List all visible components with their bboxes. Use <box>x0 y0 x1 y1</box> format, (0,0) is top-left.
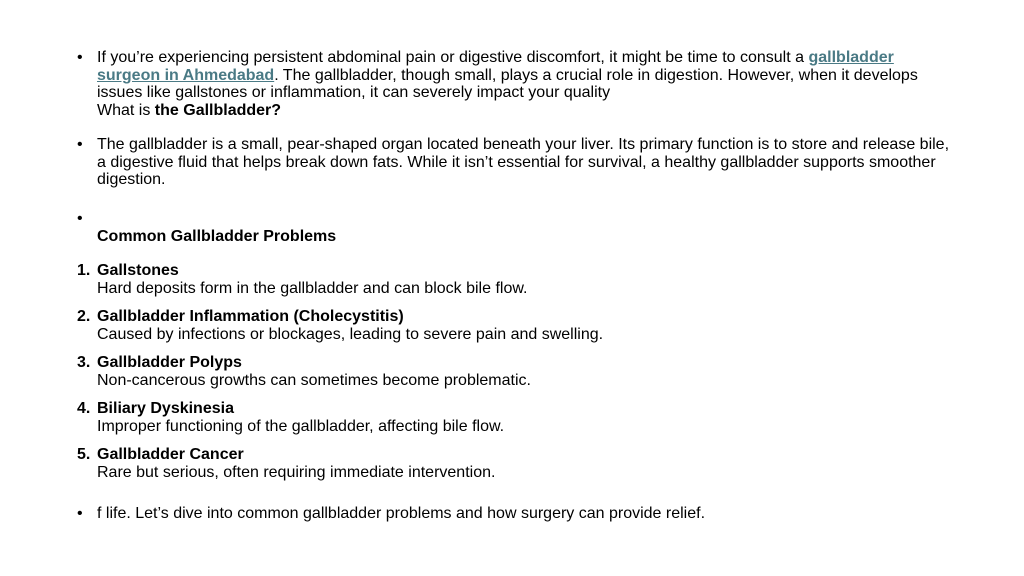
list-number: 5. <box>77 446 91 463</box>
bullet-marker: • <box>77 136 83 153</box>
problem-title: Biliary Dyskinesia <box>97 400 234 417</box>
intro-question-prefix: What is <box>97 101 155 119</box>
problem-description: Rare but serious, often requiring immediate intervention. <box>97 463 496 481</box>
section-heading-block <box>77 210 957 245</box>
list-item <box>77 308 957 343</box>
bullet-marker: • <box>77 49 83 66</box>
problem-title: Gallbladder Polyps <box>97 354 242 371</box>
list-item <box>77 354 957 389</box>
problem-description: Hard deposits form in the gallbladder and can block bile flow. <box>97 279 528 297</box>
list-number: 2. <box>77 308 91 325</box>
intro-question-bold: the Gallbladder? <box>154 101 282 119</box>
intro-paragraph <box>77 49 957 119</box>
closing-paragraph <box>77 505 957 523</box>
about-paragraph <box>77 136 957 189</box>
problem-title: Gallstones <box>97 262 179 279</box>
list-number: 1. <box>77 262 91 279</box>
gallbladder-surgeon-link[interactable]: gallbladder surgeon in Ahmedabad <box>97 49 894 84</box>
list-number: 3. <box>77 354 91 371</box>
problem-description: Non-cancerous growths can sometimes become problematic. <box>97 371 531 389</box>
list-item <box>77 446 957 481</box>
section-heading: Common Gallbladder Problems <box>97 227 337 245</box>
list-item <box>77 262 957 297</box>
about-text: The gallbladder is a small, pear-shaped organ located beneath your liver. Its primary function is to store and release bile, a digestive fluid that helps break down fats. While it isn’t essential for survival, a healthy gallbladder supports smoother digestion. <box>97 136 950 188</box>
problem-description: Improper functioning of the gallbladder, affecting bile flow. <box>97 417 505 435</box>
problem-title: Gallbladder Inflammation (Cholecystitis) <box>97 308 404 325</box>
problem-title: Gallbladder Cancer <box>97 446 244 463</box>
problems-list <box>77 262 957 492</box>
problem-description: Caused by infections or blockages, leading to severe pain and swelling. <box>97 325 604 343</box>
intro-text-after-link: . The gallbladder, though small, plays a crucial role in digestion. However, when it develops issues like gallstones or inflammation, it can severely impact your quality <box>97 66 918 101</box>
list-item <box>77 400 957 435</box>
bullet-marker: • <box>77 210 83 227</box>
intro-text-before-link: If you’re experiencing persistent abdominal pain or digestive discomfort, it might be time to consult a <box>97 49 805 66</box>
bullet-marker: • <box>77 505 83 522</box>
list-number: 4. <box>77 400 91 417</box>
closing-text: f life. Let’s dive into common gallbladder problems and how surgery can provide relief. <box>97 505 706 522</box>
